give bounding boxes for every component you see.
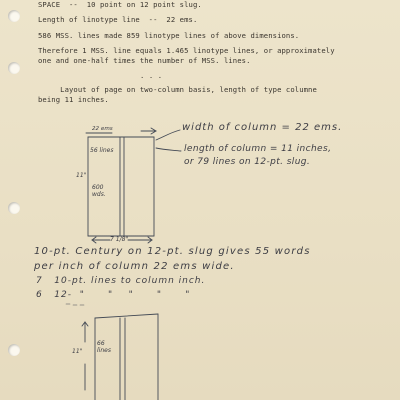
typed-line-length-inches: being 11 inches. <box>38 95 109 104</box>
note-10pt-lines: 7 10-pt. lines to column inch. <box>36 276 206 286</box>
note-column-length: length of column = 11 inches, <box>184 144 332 154</box>
sketch2-height-label: 11" <box>72 348 83 355</box>
note-per-inch: per inch of column 22 ems wide. <box>34 261 235 272</box>
note-column-lines: or 79 lines on 12-pt. slug. <box>184 157 311 167</box>
sketch1-height-label: 11" <box>76 172 87 179</box>
typed-line-layout: Layout of page on two-column basis, length of type columne <box>38 85 317 94</box>
note-12pt-lines: 6 12- " " " " " <box>36 290 191 300</box>
note-column-width: width of column = 22 ems. <box>182 122 343 133</box>
sketch1-top-label: 22 ems <box>92 126 113 132</box>
typed-line-therefore: Therefore 1 MSS. line equals 1.465 linotype lines, or approximately <box>38 46 335 55</box>
sketch2-dash-marks <box>66 304 84 305</box>
sketch1-words-label: 600 wds. <box>92 184 106 198</box>
sketch1-lines-label: 56 lines <box>90 147 114 154</box>
pointer-length <box>156 148 181 151</box>
pointer-width <box>156 130 180 140</box>
note-century: 10-pt. Century on 12-pt. slug gives 55 words <box>34 246 311 257</box>
sketch2-lines-label: 66 lines <box>97 340 111 354</box>
typed-line-mss: 586 MSS. lines made 859 linotype lines of above dimensions. <box>38 31 300 40</box>
typed-line-space: SPACE -- 10 point on 12 point slug. <box>38 0 202 9</box>
typed-line-length: Length of linotype line -- 22 ems. <box>38 15 198 24</box>
sketch1-width-label: 7 1/8" <box>110 236 129 243</box>
typed-line-approx: one and one-half times the number of MSS. lines. <box>38 56 251 65</box>
sketch2-top-edge <box>95 314 158 318</box>
typed-ellipsis: . . . <box>140 71 163 80</box>
